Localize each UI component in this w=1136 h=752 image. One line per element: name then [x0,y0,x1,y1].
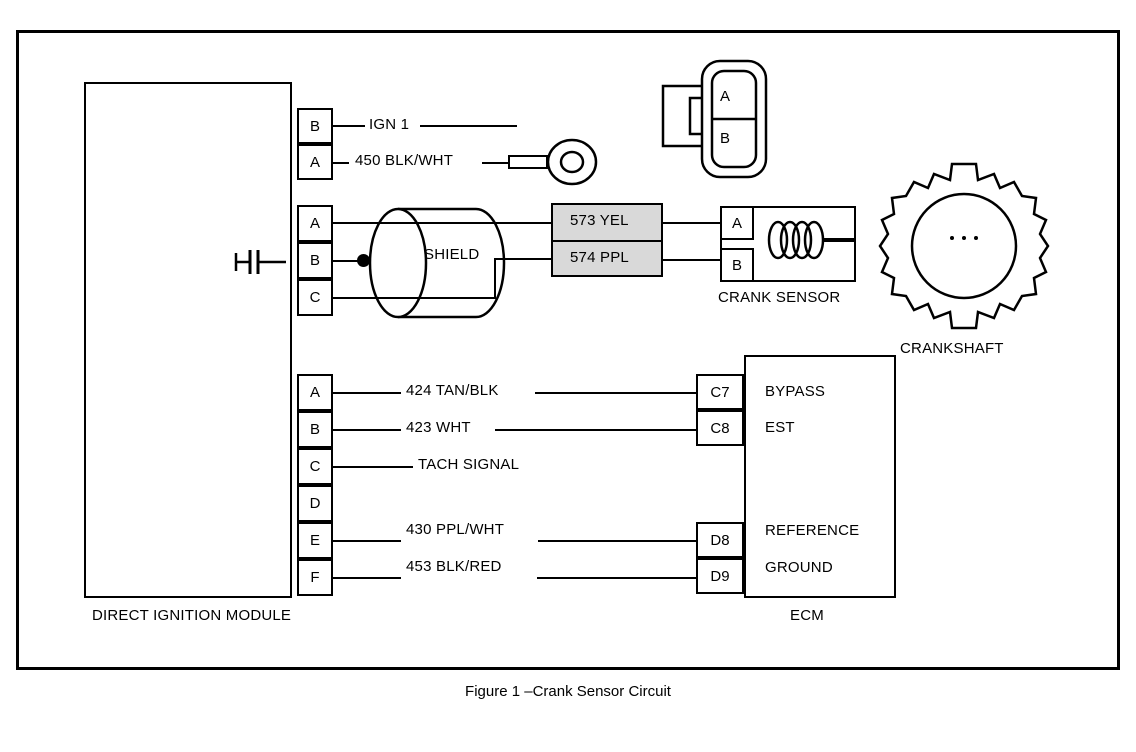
crank-sensor-label: CRANK SENSOR [718,289,841,306]
wire-dim-c-to-shield [333,297,495,299]
ecm-label: ECM [790,607,824,624]
chassis-ground-icon [228,245,288,279]
shield-label: SHIELD [424,246,480,263]
wire-453-label: 453 BLK/RED [406,558,502,575]
ecm-pin-c8: C8 [696,410,744,446]
ecm-signal-est: EST [765,419,795,436]
wire-450-line-left [333,162,349,164]
wire-shield-to-574 [494,258,554,260]
ecm-signal-reference: REFERENCE [765,522,860,539]
wire-424-left [333,392,401,394]
ecm-signal-ground: GROUND [765,559,833,576]
two-pin-connector [660,58,780,188]
ecm-signal-bypass: BYPASS [765,383,826,400]
wire-424-label: 424 TAN/BLK [406,382,499,399]
wire-tach-line [333,466,413,468]
wire-423-right [495,429,696,431]
wire-430-left [333,540,401,542]
dim-bottom-pin-b: B [297,411,333,448]
dim-mid-pin-c: C [297,279,333,316]
crankshaft-reluctor-wheel [876,158,1052,334]
dim-bottom-pin-e: E [297,522,333,559]
ecm-pin-d8: D8 [696,522,744,558]
wire-424-right [535,392,696,394]
dim-bottom-pin-a: A [297,374,333,411]
wire-450-label: 450 BLK/WHT [355,152,454,169]
wire-423-left [333,429,401,431]
crank-sensor-pin-b: B [720,248,754,282]
ground-eyelet-terminal [508,155,548,169]
wire-423-label: 423 WHT [406,419,471,436]
wire-ign1-line-right [420,125,517,127]
crank-sensor-pin-a: A [720,206,754,240]
wire-430-label: 430 PPL/WHT [406,521,505,538]
wire-ign1-line [333,125,365,127]
wire-tach-label: TACH SIGNAL [418,456,520,473]
wire-573-to-sensor [663,222,720,224]
wire-574-to-sensor [663,259,720,261]
dim-top-pin-b: B [297,108,333,144]
wire-dim-a-to-shield [333,222,565,224]
sensor-coil-icon [762,212,858,272]
wire-shield-b [333,260,368,262]
dim-bottom-pin-c: C [297,448,333,485]
wire-453-right [537,577,696,579]
direct-ignition-module-label: DIRECT IGNITION MODULE [92,607,292,624]
ecm-pin-c7: C7 [696,374,744,410]
direct-ignition-module-body [84,82,292,598]
wire-573-divider [551,240,663,242]
dim-bottom-pin-d: D [297,485,333,522]
dim-bottom-pin-f: F [297,559,333,596]
dim-mid-pin-a: A [297,205,333,242]
wire-574-label: 574 PPL [570,249,629,266]
connector-pin-a: A [720,88,731,105]
dim-top-pin-a: A [297,144,333,180]
wire-ign1-label: IGN 1 [369,116,410,133]
wire-430-right [538,540,696,542]
dim-mid-pin-b: B [297,242,333,279]
eyelet-ring-icon [546,138,598,186]
crankshaft-label: CRANKSHAFT [900,340,1004,357]
wire-shield-riser [494,259,496,299]
connector-pin-b: B [720,130,731,147]
figure-caption: Figure 1 –Crank Sensor Circuit [465,683,671,700]
wire-453-left [333,577,401,579]
ecm-pin-d9: D9 [696,558,744,594]
wire-573-label: 573 YEL [570,212,629,229]
